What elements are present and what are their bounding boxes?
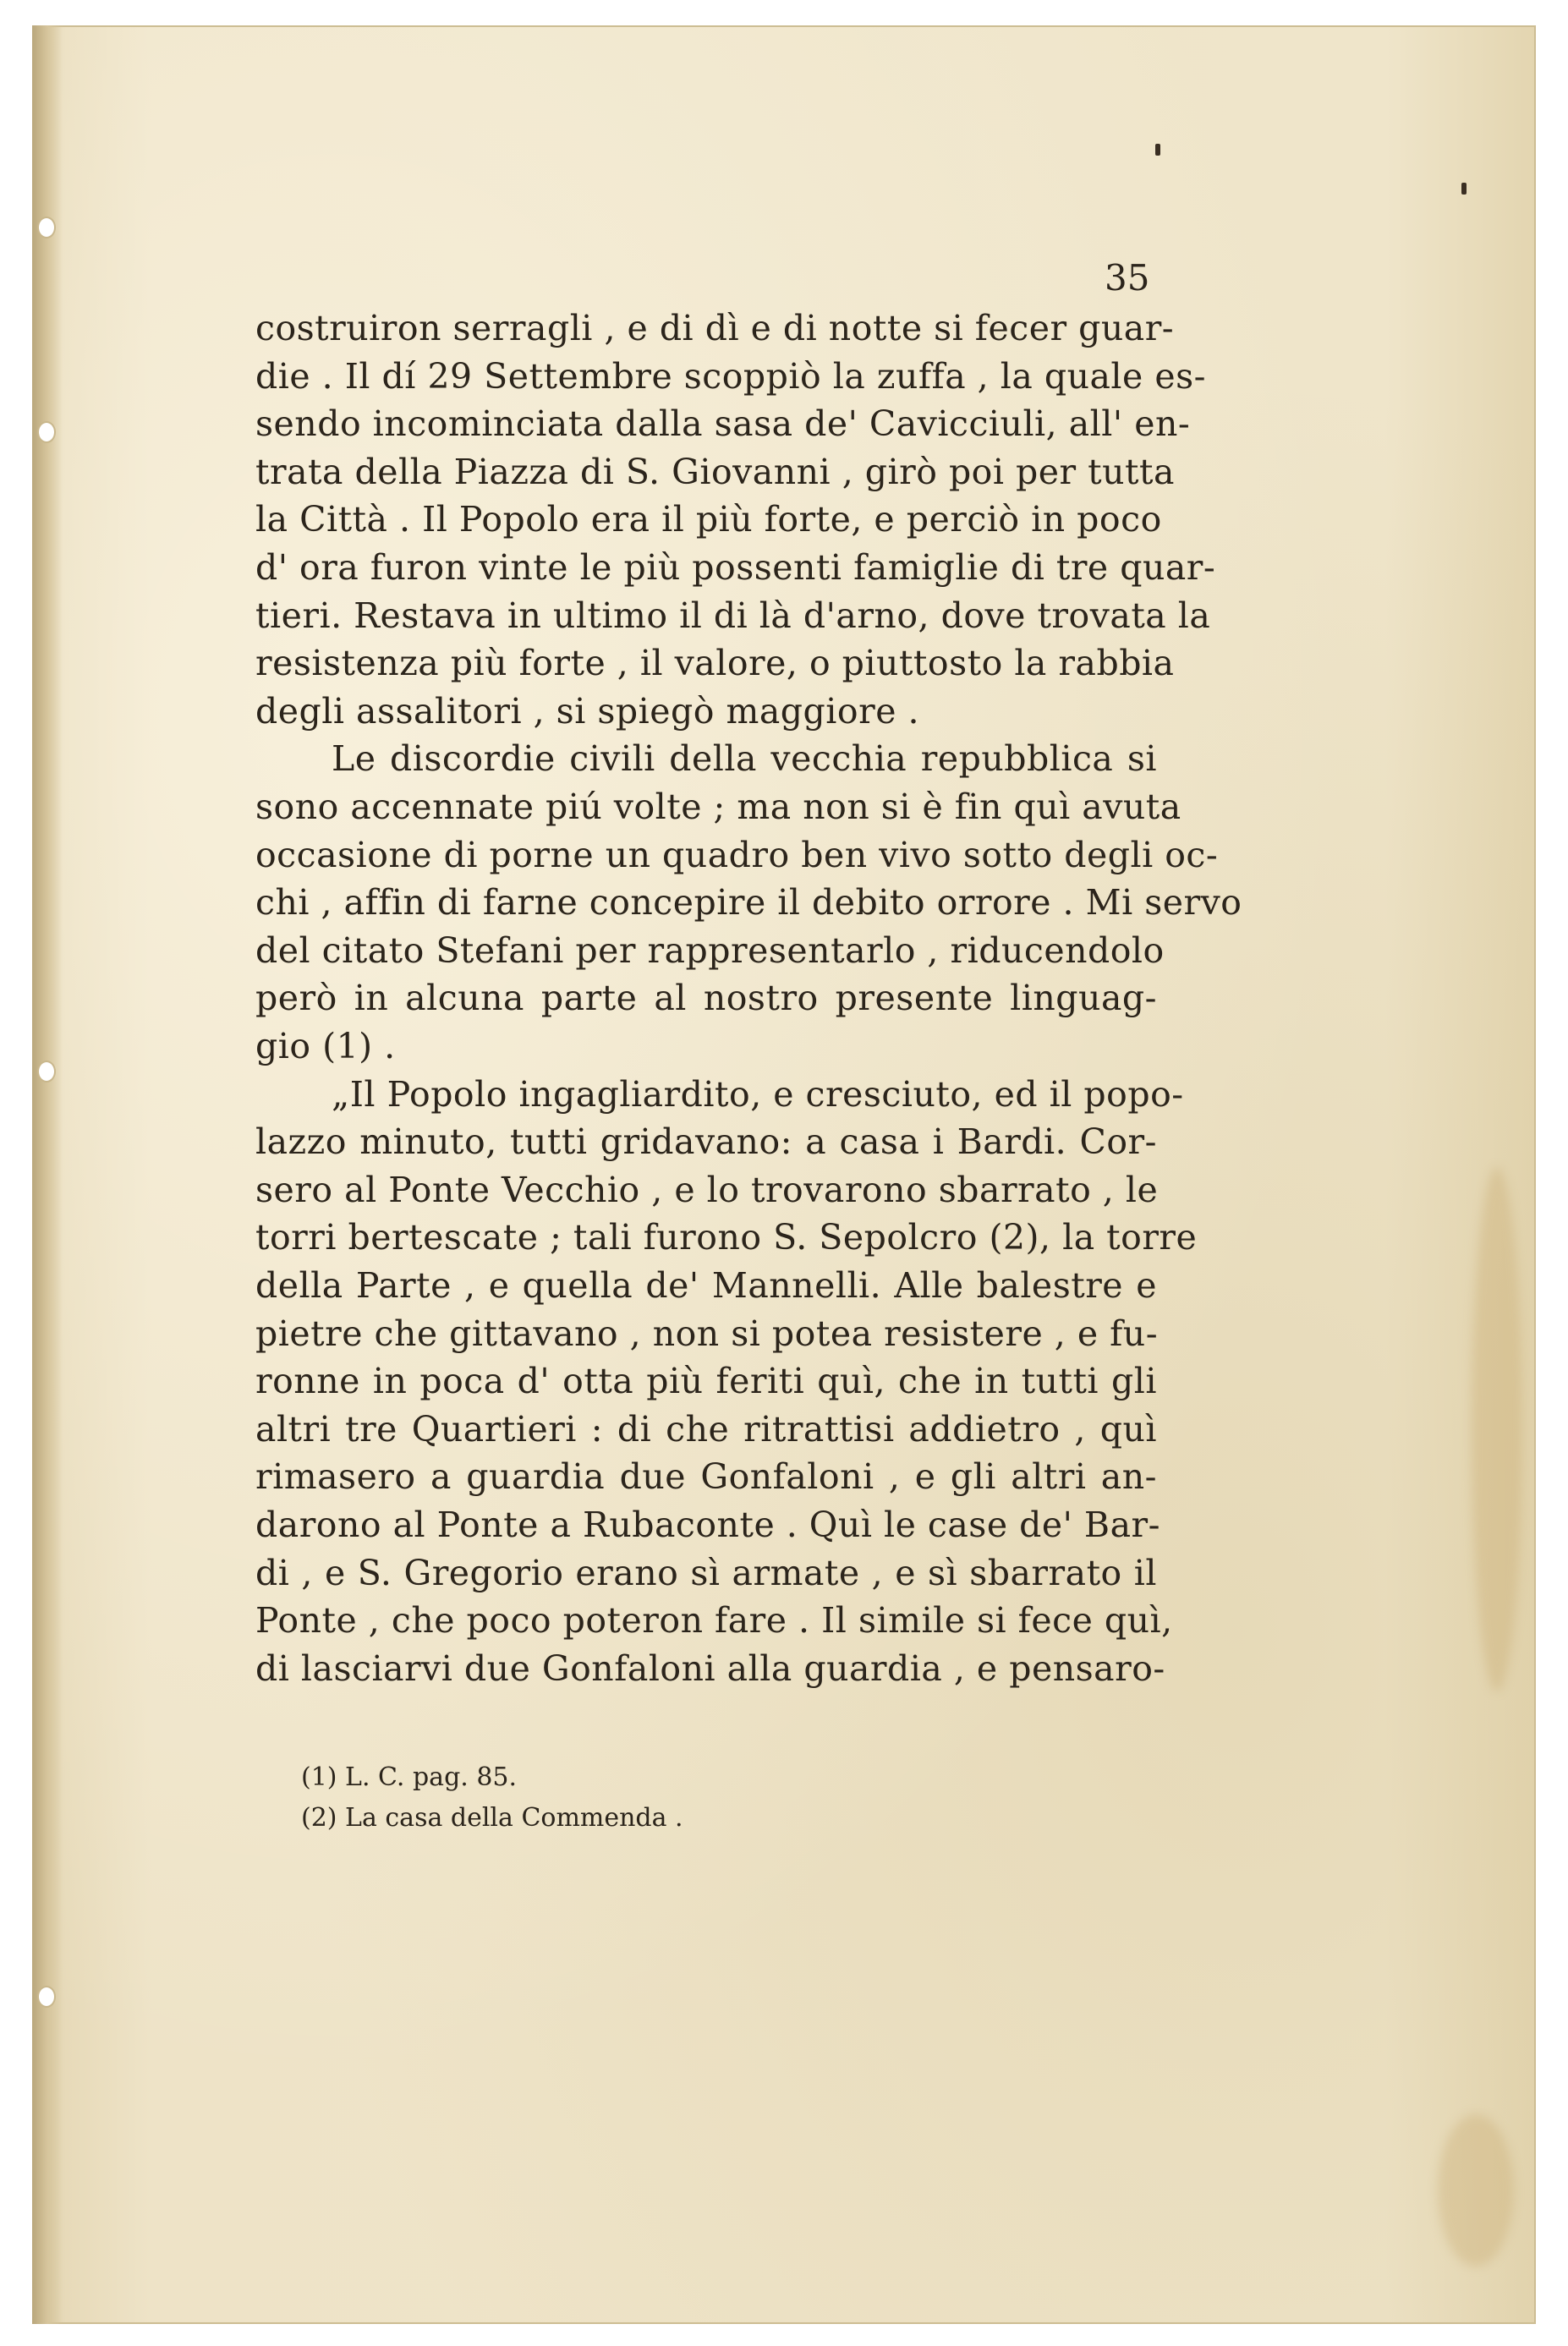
text-line: però in alcuna parte al nostro presente linguag-	[255, 978, 1157, 1019]
text-line: degli assalitori , si spiegò maggiore .	[255, 690, 920, 732]
footnote: (2) La casa della Commenda .	[301, 1803, 683, 1833]
page-gutter	[32, 25, 63, 2324]
text-line: Ponte , che poco poteron fare . Il simile si fece quì,	[255, 1600, 1173, 1642]
text-line: darono al Ponte a Rubaconte . Quì le case de' Bar-	[255, 1505, 1160, 1545]
text-line: ronne in poca d' otta più feriti quì, che in tutti gli	[255, 1361, 1157, 1402]
text-line: pietre che gittavano , non si potea resistere , e fu-	[255, 1313, 1159, 1354]
foxing-stain	[1472, 1167, 1522, 1691]
text-line: sendo incominciata dalla sasa de' Cavicciuli, all' en-	[255, 403, 1191, 445]
text-line: della Parte , e quella de' Mannelli. Alle balestre e	[255, 1265, 1157, 1306]
foxing-stain	[1438, 2114, 1514, 2267]
ink-speck	[1461, 183, 1467, 195]
text-line: chi , affin di farne concepire il debito orrore . Mi servo	[255, 882, 1242, 924]
binding-hole	[39, 1062, 54, 1081]
text-line: lazzo minuto, tutti gridavano: a casa i Bardi. Cor-	[255, 1121, 1157, 1163]
text-line: resistenza più forte , il valore, o piuttosto la rabbia	[255, 643, 1175, 684]
ink-speck	[1155, 144, 1160, 156]
text-line: di , e S. Gregorio erano sì armate , e sì sbarrato il	[255, 1552, 1157, 1593]
text-line: costruiron serragli , e di dì e di notte si fecer guar-	[255, 308, 1175, 348]
text-line: torri bertescate ; tali furono S. Sepolcro (2), la torre	[255, 1217, 1198, 1258]
text-line: d' ora furon vinte le più possenti famiglie di tre quar-	[255, 547, 1216, 588]
text-line: altri tre Quartieri : di che ritrattisi addietro , quì	[255, 1408, 1157, 1450]
text-line: rimasero a guardia due Gonfaloni , e gli altri an-	[255, 1456, 1157, 1498]
text-line: del citato Stefani per rappresentarlo , riducendolo	[255, 929, 1165, 971]
footnote: (1) L. C. pag. 85.	[301, 1762, 518, 1792]
text-line: la Città . Il Popolo era il più forte, e perciò in poco	[255, 499, 1162, 540]
text-line: sono accennate piú volte ; ma non si è fin quì avuta	[255, 787, 1181, 827]
text-line: „Il Popolo ingagliardito, e cresciuto, ed il popo-	[332, 1073, 1184, 1115]
footnotes	[301, 1757, 683, 1839]
binding-hole	[39, 423, 54, 441]
text-line: die . Il dí 29 Settembre scoppiò la zuffa , la quale es-	[255, 355, 1206, 397]
text-line: sero al Ponte Vecchio , e lo trovarono sbarrato , le	[255, 1169, 1159, 1210]
text-line: gio (1) .	[255, 1026, 396, 1066]
text-line: tieri. Restava in ultimo il di là d'arno, dove trovata la	[255, 595, 1211, 636]
text-line: trata della Piazza di S. Giovanni , girò poi per tutta	[255, 451, 1175, 492]
text-line: Le discordie civili della vecchia repubblica si	[332, 738, 1157, 780]
binding-hole	[39, 1987, 54, 2006]
binding-hole	[39, 218, 54, 237]
text-line: occasione di porne un quadro ben vivo sotto degli oc-	[255, 834, 1219, 875]
text-line: di lasciarvi due Gonfaloni alla guardia , e pensaro-	[255, 1647, 1165, 1689]
page-number: 35	[1105, 257, 1150, 299]
